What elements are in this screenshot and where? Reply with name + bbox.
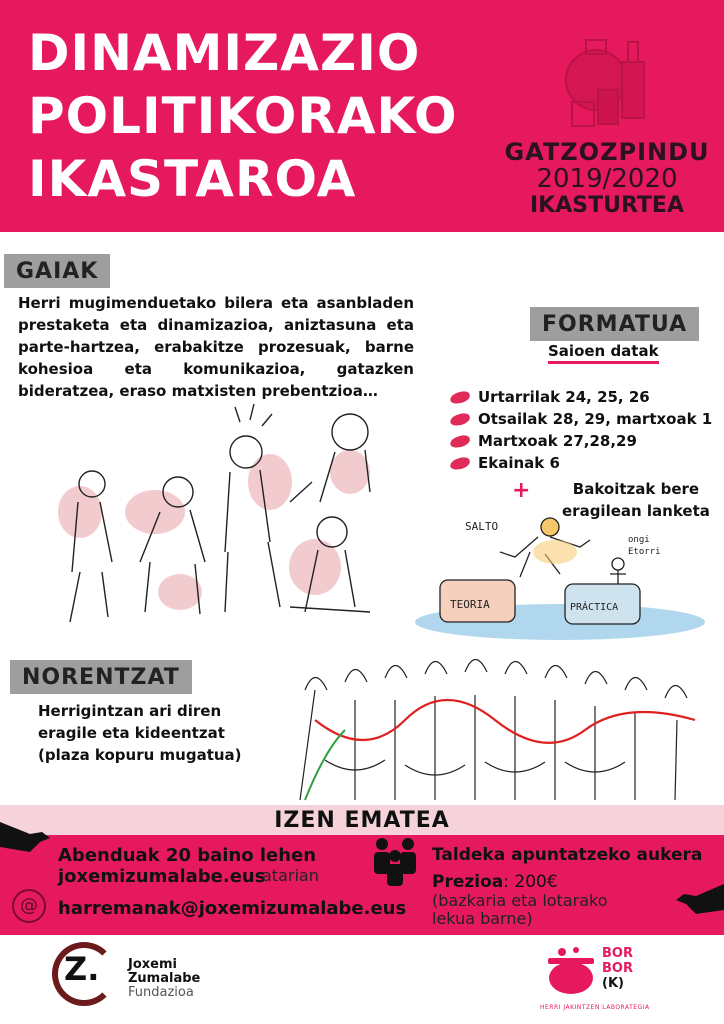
at-icon: @ xyxy=(12,889,46,923)
izen-ematea-title: IZEN EMATEA xyxy=(274,808,450,833)
website-link[interactable]: joxemizumalabe.eus xyxy=(58,866,266,887)
gaiak-text: Herri mugimenduetako bilera eta asanbladen prestaketa eta dinamizazioa, aniztasuna eta parte-hartzea, erabakitze prozesuak, barne kohesioa eta komunikazioa, gatazken bideratzea, eraso matxisten prebentzioa… xyxy=(18,294,414,400)
logo-text-2: Zumalabe xyxy=(128,971,201,986)
brush-bullet-icon xyxy=(449,412,471,427)
saioen-datak-label: Saioen datak xyxy=(548,342,659,364)
date-text: Martxoak 27,28,29 xyxy=(478,432,637,450)
date-text: Urtarrilak 24, 25, 26 xyxy=(478,388,650,406)
group-option-text: Taldeka apuntatzeko aukera xyxy=(432,845,703,865)
borbork-tagline: HERRI JAKINTZEN LABORATEGIA xyxy=(540,1004,650,1011)
date-item-1 xyxy=(450,386,650,408)
price-label: Prezioa xyxy=(432,872,504,892)
date-item-2 xyxy=(450,408,712,430)
price-value: : 200€ xyxy=(503,872,558,892)
people-sketch xyxy=(50,392,400,662)
price-note xyxy=(432,892,608,928)
extra-note-line-1: Bakoitzak bere xyxy=(572,480,700,498)
deadline-text: Abenduak 20 baino lehen xyxy=(58,845,317,866)
course-name: GATZOZPINDU xyxy=(504,138,710,166)
salto-text: SALTO xyxy=(465,520,499,533)
norentzat-line-1: Herrigintzan ari diren xyxy=(38,702,222,720)
date-text: Otsailak 28, 29, martxoak 1 xyxy=(478,410,713,428)
group-people-icon xyxy=(368,832,424,888)
group-circle-sketch xyxy=(285,650,715,805)
jars-illustration xyxy=(558,22,668,132)
brush-bullet-icon xyxy=(449,390,471,405)
borbork-text-1: BOR xyxy=(602,946,633,961)
price-note-line-2: lekua barne) xyxy=(432,909,533,928)
brush-bullet-icon xyxy=(449,456,471,471)
norentzat-text xyxy=(38,700,242,766)
norentzat-label: NORENTZAT xyxy=(10,660,192,694)
price-row xyxy=(432,872,558,892)
pointing-hand-left-icon xyxy=(0,812,60,862)
title-line-1: DINAMIZAZIO xyxy=(28,24,421,82)
zumalabe-logo-text xyxy=(128,958,200,1000)
practica-text: PRÁCTICA xyxy=(570,602,619,613)
norentzat-line-2: eragile eta kideentzat xyxy=(38,724,225,742)
pointing-hand-right-icon xyxy=(668,876,724,926)
date-text: Ekainak 6 xyxy=(478,454,560,472)
salto-sketch xyxy=(410,512,710,644)
title-line-2: POLITIKORAKO xyxy=(28,87,458,145)
zumalabe-logo-letter: Z. xyxy=(64,950,100,988)
course-term: IKASTURTEA xyxy=(530,193,684,218)
teoria-text: TEORIA xyxy=(450,598,490,611)
etorri-text: Etorri xyxy=(628,547,661,557)
ongi-text: ongi xyxy=(628,535,650,545)
brush-bullet-icon xyxy=(449,434,471,449)
title-line-3: IKASTAROA xyxy=(28,150,357,208)
borbork-pot-icon xyxy=(542,944,600,996)
borbork-text-3: (K) xyxy=(602,976,624,991)
logo-text-3: Fundazioa xyxy=(128,985,194,1000)
extra-note-line-2: eragilean lanketa xyxy=(562,502,710,520)
borbork-logo-text xyxy=(602,946,633,991)
plus-icon: + xyxy=(512,478,531,503)
formatua-label: FORMATUA xyxy=(530,307,699,341)
course-label xyxy=(490,140,724,218)
logo-text-1: Joxemi xyxy=(128,957,177,972)
date-item-4 xyxy=(450,452,560,474)
gaiak-label: GAIAK xyxy=(4,254,110,288)
price-note-line-1: (bazkaria eta lotarako xyxy=(432,891,608,910)
borbork-text-2: BOR xyxy=(602,961,633,976)
norentzat-line-3: (plaza kopuru mugatua) xyxy=(38,746,242,764)
date-item-3 xyxy=(450,430,637,452)
website-suffix: atarian xyxy=(262,866,319,885)
email-link[interactable]: harremanak@joxemizumalabe.eus xyxy=(58,898,407,919)
course-year: 2019/2020 xyxy=(536,164,678,194)
